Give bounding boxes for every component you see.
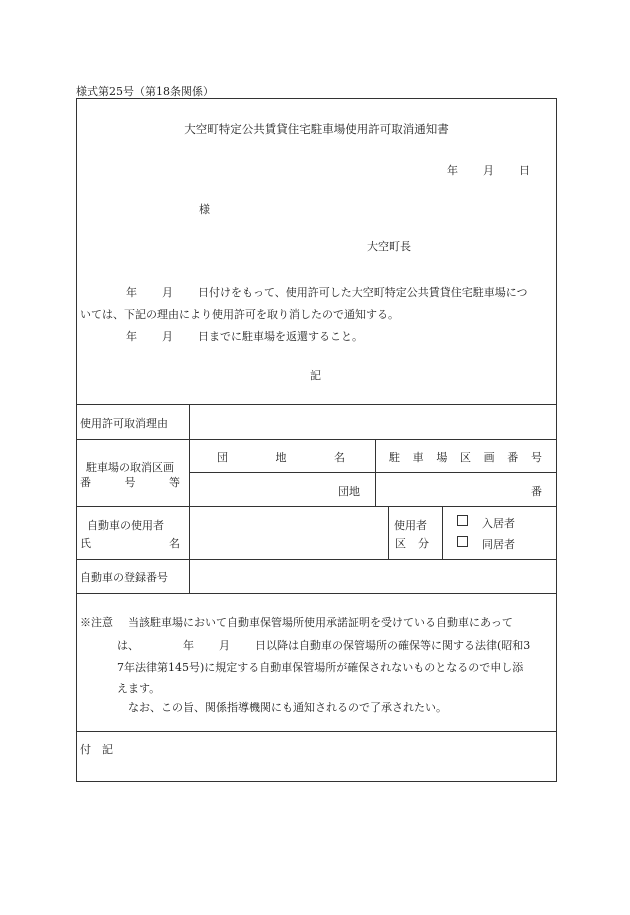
form-number: 様式第25号（第18条関係） bbox=[76, 85, 214, 98]
registration-label: 自動車の登録番号 bbox=[80, 571, 168, 584]
return-month: 月 bbox=[162, 330, 173, 343]
note-year: 年 bbox=[183, 639, 194, 652]
danchi-name-header: 団 地 名 bbox=[217, 451, 345, 464]
parking-number-header: 駐 車 場 区 画 番 号 bbox=[389, 451, 542, 464]
return-year: 年 bbox=[126, 330, 137, 343]
user-label-line2: 氏 名 bbox=[80, 537, 180, 550]
reason-label: 使用許可取消理由 bbox=[80, 417, 168, 430]
note-line2-rest: 日以降は自動車の保管場所の確保等に関する法律(昭和3 bbox=[255, 639, 531, 652]
note-line1: 当該駐車場において自動車保管場所使用承諾証明を受けている自動車にあって bbox=[128, 616, 513, 629]
page-title: 大空町特定公共賃貸住宅駐車場使用許可取消通知書 bbox=[184, 122, 449, 136]
note-prefix: ※注意 bbox=[80, 616, 113, 629]
date-day: 日 bbox=[519, 164, 530, 177]
ki-heading: 記 bbox=[310, 369, 321, 382]
user-label-line1: 自動車の使用者 bbox=[87, 519, 164, 532]
remarks-label: 付 記 bbox=[80, 743, 113, 756]
date-month: 月 bbox=[483, 164, 494, 177]
body-line2: いては、下記の理由により使用許可を取り消したので通知する。 bbox=[80, 308, 399, 321]
date-year: 年 bbox=[447, 164, 458, 177]
note-line5: なお、この旨、関係指導機関にも通知されるので了承されたい。 bbox=[128, 701, 447, 714]
body-line3: 日までに駐車場を返還すること。 bbox=[198, 330, 363, 343]
user-type-line2: 区 分 bbox=[395, 537, 429, 550]
cancel-label-line2: 番 号 等 bbox=[80, 476, 180, 489]
note-line2-a: は、 bbox=[117, 639, 139, 652]
user-type-line1: 使用者 bbox=[394, 519, 427, 532]
resident-checkbox[interactable] bbox=[457, 515, 468, 526]
note-line4: えます。 bbox=[117, 682, 161, 695]
cohabitant-checkbox[interactable] bbox=[457, 536, 468, 547]
option-resident[interactable]: 入居者 bbox=[457, 515, 556, 531]
body-line1: 日付けをもって、使用許可した大空町特定公共賃貸住宅駐車場につ bbox=[198, 286, 528, 299]
number-suffix: 番 bbox=[531, 485, 542, 498]
issuer: 大空町長 bbox=[367, 240, 411, 253]
option-cohabitant[interactable]: 同居者 bbox=[457, 536, 556, 552]
recipient-suffix: 様 bbox=[199, 203, 210, 216]
note-line3: 7年法律第145号)に規定する自動車保管場所が確保されないものとなるので申し添 bbox=[117, 661, 524, 674]
body-year: 年 bbox=[126, 286, 137, 299]
cancel-label-line1: 駐車場の取消区画 bbox=[86, 461, 174, 474]
danchi-suffix: 団地 bbox=[338, 485, 360, 498]
note-month: 月 bbox=[219, 639, 230, 652]
body-month: 月 bbox=[162, 286, 173, 299]
